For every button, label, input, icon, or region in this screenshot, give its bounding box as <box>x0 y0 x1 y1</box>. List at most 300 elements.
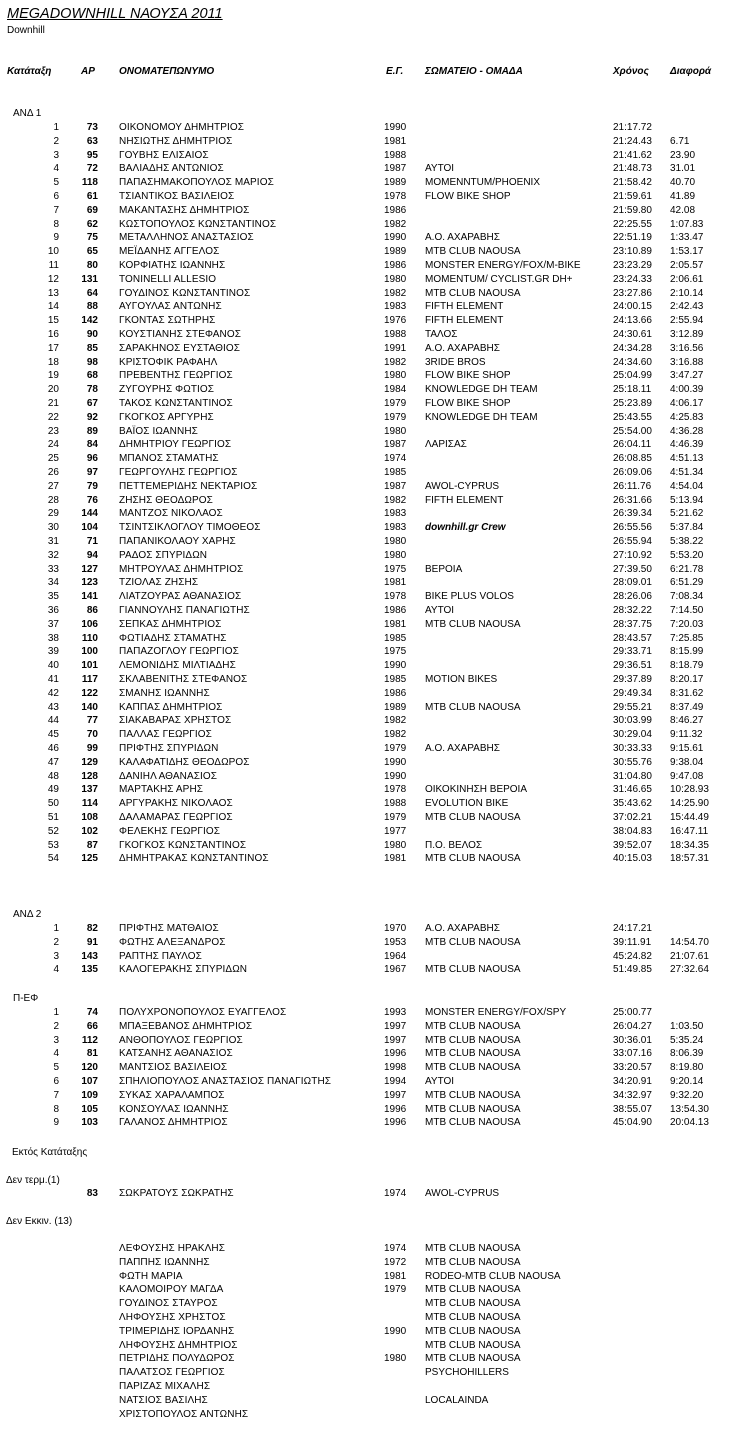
bib-number: 99 <box>86 743 98 754</box>
rank-cell: 20 <box>47 384 59 396</box>
table-row <box>0 936 730 950</box>
club-name: MOTION BIKES <box>425 674 498 685</box>
birth-year: 1994 <box>384 1076 407 1087</box>
finish-time: 26:31.66 <box>613 494 652 506</box>
club-name: MTB CLUB NAOUSA <box>425 618 521 630</box>
time-difference: 8:06.39 <box>670 1048 704 1060</box>
time-difference: 3:12.89 <box>670 329 704 340</box>
table-row <box>0 825 730 839</box>
table-row <box>0 273 730 287</box>
table-row <box>0 1270 730 1284</box>
rider-name: ΛΕΦΟΥΣΗΣ ΗΡΑΚΛΗΣ <box>119 1243 225 1254</box>
finish-time: 26:04.27 <box>613 1020 652 1032</box>
rider-name: ΓΟΥΔΙΝΟΣ ΚΩΝΣΤΑΝΤΙΝΟΣ <box>119 287 251 299</box>
birth-year: 1982 <box>384 287 407 299</box>
birth-year: 1990 <box>384 660 407 672</box>
rank-cell: 47 <box>47 756 59 768</box>
table-row <box>0 756 730 770</box>
table-row <box>0 590 730 604</box>
rider-name: ΣΑΡΑΚΗΝΟΣ ΕΥΣΤΑΘΙΟΣ <box>119 342 241 354</box>
rider-name: ΚΑΠΠΑΣ ΔΗΜΗΤΡΙΟΣ <box>119 701 223 713</box>
finish-time: 21:24.43 <box>613 135 652 147</box>
bib-number: 109 <box>81 1089 98 1101</box>
birth-year: 1996 <box>384 1103 407 1115</box>
club-name: MTB CLUB NAOUSA <box>425 1284 521 1296</box>
header-year: Ε.Γ. <box>386 66 404 77</box>
birth-year: 1993 <box>384 1007 407 1018</box>
table-row <box>0 300 730 314</box>
time-difference: 4:25.83 <box>670 411 704 423</box>
club-name: FLOW BIKE SHOP <box>425 398 511 409</box>
header-bib: ΑΡ <box>81 66 95 77</box>
time-difference: 6:21.78 <box>670 563 704 575</box>
table-row <box>0 1339 730 1353</box>
rider-name: ΠΑΠΑΝΙΚΟΛΑΟΥ ΧΑΡΗΣ <box>119 536 236 547</box>
rider-name: ΛΙΑΤΖΟΥΡΑΣ ΑΘΑΝΑΣΙΟΣ <box>119 591 242 603</box>
club-name: ΑΥΤΟΙ <box>425 163 455 175</box>
table-row <box>0 135 730 149</box>
birth-year: 1979 <box>384 743 407 754</box>
time-difference: 8:19.80 <box>670 1062 704 1074</box>
rank-cell: 2 <box>53 135 59 147</box>
table-row <box>0 742 730 756</box>
birth-year: 1991 <box>384 342 407 354</box>
birth-year: 1974 <box>384 1188 407 1199</box>
club-name: MTB CLUB NAOUSA <box>425 1312 521 1323</box>
rank-cell: 11 <box>48 260 59 271</box>
finish-time: 24:34.28 <box>613 342 652 354</box>
finish-time: 24:17.21 <box>613 923 652 934</box>
rider-name: ΖΗΣΗΣ ΘΕΟΔΩΡΟΣ <box>119 494 213 506</box>
bib-number: 71 <box>86 536 98 547</box>
rank-cell: 53 <box>47 839 59 851</box>
header-club: ΣΩΜΑΤΕΙΟ - ΟΜΑΔΑ <box>425 66 523 77</box>
rider-name: ΜΕΪΔΑΝΗΣ ΑΓΓΕΛΟΣ <box>119 246 220 258</box>
birth-year: 1980 <box>384 839 407 851</box>
time-difference: 7:08.34 <box>670 591 704 603</box>
club-name: Α.Ο. ΑΧΑΡΑΒΗΣ <box>425 232 500 244</box>
bib-number: 79 <box>86 480 98 492</box>
rank-cell: 52 <box>47 825 59 837</box>
bib-number: 141 <box>81 591 98 603</box>
bib-number: 89 <box>86 425 98 437</box>
bib-number: 66 <box>86 1020 98 1032</box>
finish-time: 39:52.07 <box>613 839 652 851</box>
rank-cell: 13 <box>47 287 59 299</box>
bib-number: 77 <box>86 715 98 727</box>
birth-year: 1980 <box>384 549 407 561</box>
bib-number: 110 <box>81 632 98 644</box>
rider-name: ΜΑΝΤΣΙΟΣ ΒΑΣΙΛΕΙΟΣ <box>119 1062 228 1074</box>
club-name: Α.Ο. ΑΧΑΡΑΒΗΣ <box>425 743 500 754</box>
rider-name: ΣΜΑΝΗΣ ΙΩΑΝΝΗΣ <box>119 687 210 699</box>
finish-time: 24:30.61 <box>613 329 652 340</box>
club-name: PSYCHOHILLERS <box>425 1367 509 1379</box>
table-row <box>0 314 730 328</box>
birth-year: 1998 <box>384 1062 407 1074</box>
birth-year: 1975 <box>384 646 407 658</box>
finish-time: 34:32.97 <box>613 1089 652 1101</box>
rider-name: ΠΕΤΤΕΜΕΡΙΔΗΣ ΝΕΚΤΑΡΙΟΣ <box>119 480 258 492</box>
birth-year: 1988 <box>384 798 407 810</box>
bib-number: 127 <box>81 563 98 575</box>
table-row <box>0 1297 730 1311</box>
bib-number: 97 <box>86 467 98 478</box>
birth-year: 1967 <box>384 964 407 976</box>
table-row <box>0 494 730 508</box>
rider-name: ΠΑΛΑΤΣΟΣ ΓΕΩΡΓΙΟΣ <box>119 1367 225 1379</box>
rank-cell: 30 <box>47 522 59 534</box>
bib-number: 144 <box>81 508 98 520</box>
club-name: MOMENTUM/ CYCLIST.GR DH+ <box>425 273 573 285</box>
club-name: Α.Ο. ΑΧΑΡΑΒΗΣ <box>425 342 500 354</box>
club-name: FIFTH ELEMENT <box>425 494 504 506</box>
rank-cell: 39 <box>47 646 59 658</box>
rider-name: ΠΑΠΑΖΟΓΛΟΥ ΓΕΩΡΓΙΟΣ <box>119 646 239 658</box>
table-row <box>0 1187 730 1201</box>
club-name: MTB CLUB NAOUSA <box>425 1089 521 1101</box>
time-difference: 4:54.04 <box>670 480 704 492</box>
header-rank: Κατάταξη <box>7 66 52 77</box>
rider-name: ΣΥΚΑΣ ΧΑΡΑΛΑΜΠΟΣ <box>119 1089 225 1101</box>
time-difference: 4:51.13 <box>670 453 704 465</box>
rider-name: ΓΕΩΡΓΟΥΛΗΣ ΓΕΩΡΓΙΟΣ <box>119 467 238 478</box>
birth-year: 1981 <box>384 618 407 630</box>
time-difference: 8:46.27 <box>670 715 704 727</box>
time-difference: 14:54.70 <box>670 936 709 948</box>
rider-name: ΦΩΤΗΣ ΑΛΕΞΑΝΔΡΟΣ <box>119 936 226 948</box>
bib-number: 137 <box>81 784 98 796</box>
table-row <box>0 1311 730 1325</box>
rider-name: ΚΑΤΣΑΝΗΣ ΑΘΑΝΑΣΙΟΣ <box>119 1048 233 1060</box>
time-difference: 5:13.94 <box>670 494 704 506</box>
rider-name: ΑΡΓΥΡΑΚΗΣ ΝΙΚΟΛΑΟΣ <box>119 798 233 810</box>
club-name: KNOWLEDGE DH TEAM <box>425 411 538 423</box>
bib-number: 98 <box>86 356 98 368</box>
rider-name: ΝΑΤΣΙΟΣ ΒΑΣΙΛΗΣ <box>119 1394 208 1406</box>
bib-number: 83 <box>86 1188 98 1199</box>
rider-name: ΚΟΡΦΙΑΤΗΣ ΙΩΑΝΝΗΣ <box>119 260 226 271</box>
time-difference: 1:07.83 <box>670 218 704 230</box>
birth-year: 1990 <box>384 122 407 133</box>
bib-number: 78 <box>86 384 98 396</box>
table-row <box>0 1283 730 1297</box>
table-row <box>0 535 730 549</box>
rider-name: ΦΕΛΕΚΗΣ ΓΕΩΡΓΙΟΣ <box>119 825 221 837</box>
birth-year: 1990 <box>384 756 407 768</box>
club-name: FLOW BIKE SHOP <box>425 370 511 382</box>
rank-cell: 51 <box>47 812 59 823</box>
finish-time: 25:00.77 <box>613 1007 652 1018</box>
finish-time: 30:55.76 <box>613 756 652 768</box>
table-row <box>0 604 730 618</box>
table-row <box>0 1103 730 1117</box>
birth-year: 1979 <box>384 398 407 409</box>
birth-year: 1982 <box>384 715 407 727</box>
finish-time: 26:08.85 <box>613 453 652 465</box>
bib-number: 67 <box>86 398 98 409</box>
rank-cell: 38 <box>47 632 59 644</box>
rider-name: ΛΗΦΟΥΣΗΣ ΧΡΗΣΤΟΣ <box>119 1312 226 1323</box>
bib-number: 69 <box>86 204 98 216</box>
time-difference: 27:32.64 <box>670 964 709 976</box>
bib-number: 88 <box>86 301 98 313</box>
finish-time: 33:07.16 <box>613 1048 652 1060</box>
table-row <box>0 383 730 397</box>
finish-time: 26:11.76 <box>613 480 652 492</box>
time-difference: 1:33.47 <box>670 232 704 244</box>
time-difference: 8:20.17 <box>670 674 704 685</box>
table-row <box>0 452 730 466</box>
rank-cell: 44 <box>47 715 59 727</box>
rank-cell: 6 <box>53 191 59 202</box>
table-row <box>0 1366 730 1380</box>
rider-name: ΤΑΚΟΣ ΚΩΝΣΤΑΝΤΙΝΟΣ <box>119 398 233 409</box>
birth-year: 1982 <box>384 729 407 741</box>
birth-year: 1989 <box>384 246 407 258</box>
table-row <box>0 632 730 646</box>
rank-cell: 18 <box>47 356 59 368</box>
finish-time: 29:37.89 <box>613 674 652 685</box>
header-name: ΟΝΟΜΑΤΕΠΩΝΥΜΟ <box>119 66 215 77</box>
time-difference: 5:53.20 <box>670 549 704 561</box>
birth-year: 1997 <box>384 1089 407 1101</box>
rider-name: ΚΩΣΤΟΠΟΥΛΟΣ ΚΩΝΣΤΑΝΤΙΝΟΣ <box>119 218 277 230</box>
bib-number: 140 <box>81 701 98 713</box>
finish-time: 25:18.11 <box>613 384 652 396</box>
club-name: FIFTH ELEMENT <box>425 301 504 313</box>
rank-cell: 16 <box>47 329 59 340</box>
rank-cell: 35 <box>47 591 59 603</box>
time-difference: 5:35.24 <box>670 1034 704 1046</box>
bib-number: 94 <box>86 549 98 561</box>
finish-time: 23:23.29 <box>613 260 652 271</box>
finish-time: 33:20.57 <box>613 1062 652 1074</box>
rider-name: ΣΙΑΚΑΒΑΡΑΣ ΧΡΗΣΤΟΣ <box>119 715 232 727</box>
birth-year: 1980 <box>384 1353 407 1365</box>
finish-time: 23:24.33 <box>613 273 652 285</box>
rider-name: ΠΕΤΡΙΔΗΣ ΠΟΛΥΔΩΡΟΣ <box>119 1353 235 1365</box>
time-difference: 2:05.57 <box>670 260 704 271</box>
time-difference: 1:53.17 <box>670 246 704 258</box>
time-difference: 9:15.61 <box>670 743 704 754</box>
finish-time: 29:33.71 <box>613 646 652 658</box>
rider-name: ΜΕΤΑΛΛΗΝΟΣ ΑΝΑΣΤΑΣΙΟΣ <box>119 232 254 244</box>
rider-name: ΚΟΥΣΤΙΑΝΗΣ ΣΤΕΦΑΝΟΣ <box>119 329 242 340</box>
rank-cell: 32 <box>47 549 59 561</box>
rank-cell: 7 <box>53 204 59 216</box>
finish-time: 24:00.15 <box>613 301 652 313</box>
bib-number: 117 <box>81 674 98 685</box>
club-name: LOCALAINDA <box>425 1394 489 1406</box>
birth-year: 1986 <box>384 687 407 699</box>
birth-year: 1977 <box>384 825 407 837</box>
club-name: AWOL-CYPRUS <box>425 1188 500 1199</box>
rider-name: ΛΕΜΟΝΙΔΗΣ ΜΙΛΤΙΑΔΗΣ <box>119 660 236 672</box>
rider-name: ΓΑΛΑΝΟΣ ΔΗΜΗΤΡΙΟΣ <box>119 1117 228 1129</box>
time-difference: 4:46.39 <box>670 439 704 451</box>
time-difference: 8:18.79 <box>670 660 704 672</box>
club-name: ΟΙΚΟΚΙΝΗΣΗ ΒΕΡΟΙΑ <box>425 784 528 796</box>
finish-time: 38:55.07 <box>613 1103 652 1115</box>
finish-time: 26:39.34 <box>613 508 652 520</box>
bib-number: 64 <box>86 287 98 299</box>
rider-name: ΓΚΟΓΚΟΣ ΚΩΝΣΤΑΝΤΙΝΟΣ <box>119 839 247 851</box>
table-row <box>0 963 730 977</box>
club-name: downhill.gr Crew <box>425 522 506 534</box>
rider-name: ΦΩΤΗ ΜΑΡΙΑ <box>119 1270 183 1282</box>
table-row <box>0 1089 730 1103</box>
table-row <box>0 673 730 687</box>
rider-name: ΓΙΑΝΝΟΥΛΗΣ ΠΑΝΑΓΙΩΤΗΣ <box>119 605 250 616</box>
club-name: EVOLUTION BIKE <box>425 798 509 810</box>
table-row <box>0 1394 730 1408</box>
rank-cell: 15 <box>47 315 59 327</box>
time-difference: 9:32.20 <box>670 1089 704 1101</box>
finish-time: 30:29.04 <box>613 729 652 741</box>
finish-time: 22:25.55 <box>613 218 652 230</box>
rank-cell: 27 <box>47 480 59 492</box>
rank-cell: 45 <box>47 729 59 741</box>
bib-number: 108 <box>81 812 98 823</box>
bib-number: 85 <box>86 342 98 354</box>
finish-time: 29:55.21 <box>613 701 652 713</box>
bib-number: 82 <box>86 923 98 934</box>
bib-number: 128 <box>81 770 98 782</box>
birth-year: 1978 <box>384 784 407 796</box>
bib-number: 105 <box>81 1103 98 1115</box>
dns-label: Δεν Εκκιν. (13) <box>6 1216 73 1227</box>
table-row <box>0 811 730 825</box>
finish-time: 35:43.62 <box>613 798 652 810</box>
bib-number: 84 <box>86 439 98 451</box>
birth-year: 1964 <box>384 950 407 962</box>
bib-number: 73 <box>86 122 98 133</box>
table-row <box>0 411 730 425</box>
club-name: FIFTH ELEMENT <box>425 315 504 327</box>
time-difference: 2:10.14 <box>670 287 704 299</box>
time-difference: 15:44.49 <box>670 812 709 823</box>
time-difference: 14:25.90 <box>670 798 709 810</box>
rider-name: ΤΖΙΟΛΑΣ ΖΗΣΗΣ <box>119 577 199 589</box>
rank-cell: 5 <box>53 1062 59 1074</box>
rank-cell: 4 <box>53 1048 59 1060</box>
birth-year: 1981 <box>384 577 407 589</box>
bib-number: 63 <box>86 135 98 147</box>
time-difference: 9:38.04 <box>670 756 704 768</box>
time-difference: 18:57.31 <box>670 853 709 865</box>
rank-cell: 10 <box>47 246 59 258</box>
birth-year: 1982 <box>384 356 407 368</box>
birth-year: 1980 <box>384 425 407 437</box>
birth-year: 1986 <box>384 204 407 216</box>
time-difference: 2:55.94 <box>670 315 704 327</box>
bib-number: 103 <box>81 1117 98 1129</box>
birth-year: 1985 <box>384 467 407 478</box>
bib-number: 95 <box>86 149 98 161</box>
finish-time: 30:03.99 <box>613 715 652 727</box>
bib-number: 72 <box>86 163 98 175</box>
rider-name: ΑΝΘΟΠΟΥΛΟΣ ΓΕΩΡΓΙΟΣ <box>119 1034 243 1046</box>
birth-year: 1983 <box>384 301 407 313</box>
time-difference: 4:51.34 <box>670 467 704 478</box>
table-row <box>0 231 730 245</box>
time-difference: 7:20.03 <box>670 618 704 630</box>
time-difference: 42.08 <box>670 204 696 216</box>
birth-year: 1981 <box>384 853 407 865</box>
unranked-label: Εκτός Κατάταξης <box>12 1147 88 1158</box>
rank-cell: 26 <box>47 467 59 478</box>
finish-time: 26:04.11 <box>613 439 652 451</box>
table-row <box>0 549 730 563</box>
time-difference: 9:11.32 <box>670 729 703 741</box>
rank-cell: 19 <box>47 370 59 382</box>
time-difference: 6:51.29 <box>670 577 704 589</box>
club-name: MTB CLUB NAOUSA <box>425 246 521 258</box>
rank-cell: 9 <box>53 232 59 244</box>
table-row <box>0 1408 730 1422</box>
club-name: Π.Ο. ΒΕΛΟΣ <box>425 839 483 851</box>
club-name: MTB CLUB NAOUSA <box>425 1325 521 1337</box>
rank-cell: 29 <box>47 508 59 520</box>
bib-number: 96 <box>86 453 98 465</box>
finish-time: 25:04.99 <box>613 370 652 382</box>
rider-name: ΡΑΠΤΗΣ ΠΑΥΛΟΣ <box>119 950 202 962</box>
bib-number: 104 <box>81 522 98 534</box>
rider-name: ΑΥΓΟΥΛΑΣ ΑΝΤΩΝΗΣ <box>119 301 222 313</box>
finish-time: 31:46.65 <box>613 784 652 796</box>
finish-time: 22:51.19 <box>613 232 652 244</box>
club-name: MTB CLUB NAOUSA <box>425 701 521 713</box>
rider-name: ΟΙΚΟΝΟΜΟΥ ΔΗΜΗΤΡΙΟΣ <box>119 122 245 133</box>
bib-number: 120 <box>81 1062 98 1074</box>
club-name: MTB CLUB NAOUSA <box>425 1243 521 1254</box>
rank-cell: 54 <box>47 853 59 865</box>
rider-name: ΣΩΚΡΑΤΟΥΣ ΣΩΚΡΑΤΗΣ <box>119 1188 234 1199</box>
rider-name: ΚΑΛΑΦΑΤΙΔΗΣ ΘΕΟΔΩΡΟΣ <box>119 756 250 768</box>
bib-number: 106 <box>81 618 98 630</box>
table-row <box>0 507 730 521</box>
finish-time: 39:11.91 <box>613 936 652 948</box>
club-name: MTB CLUB NAOUSA <box>425 936 521 948</box>
bib-number: 61 <box>86 191 98 202</box>
club-name: ΑΥΤΟΙ <box>425 1076 455 1087</box>
bib-number: 74 <box>86 1007 98 1018</box>
table-row <box>0 342 730 356</box>
table-row <box>0 245 730 259</box>
bib-number: 90 <box>86 329 98 340</box>
rank-cell: 21 <box>47 398 59 409</box>
bib-number: 112 <box>81 1034 98 1046</box>
time-difference: 3:16.56 <box>670 342 704 354</box>
bib-number: 87 <box>86 839 98 851</box>
time-difference: 2:06.61 <box>670 273 704 285</box>
bib-number: 86 <box>86 605 98 616</box>
rank-cell: 4 <box>53 163 59 175</box>
table-row <box>0 356 730 370</box>
section-label: ΑΝΔ 2 <box>13 909 42 920</box>
table-row <box>0 1061 730 1075</box>
table-row <box>0 1256 730 1270</box>
birth-year: 1974 <box>384 453 407 465</box>
table-row <box>0 438 730 452</box>
rank-cell: 48 <box>47 770 59 782</box>
rank-cell: 50 <box>47 798 59 810</box>
bib-number: 142 <box>81 315 98 327</box>
rank-cell: 6 <box>53 1076 59 1087</box>
time-difference: 10:28.93 <box>670 784 709 796</box>
rank-cell: 7 <box>53 1089 59 1101</box>
